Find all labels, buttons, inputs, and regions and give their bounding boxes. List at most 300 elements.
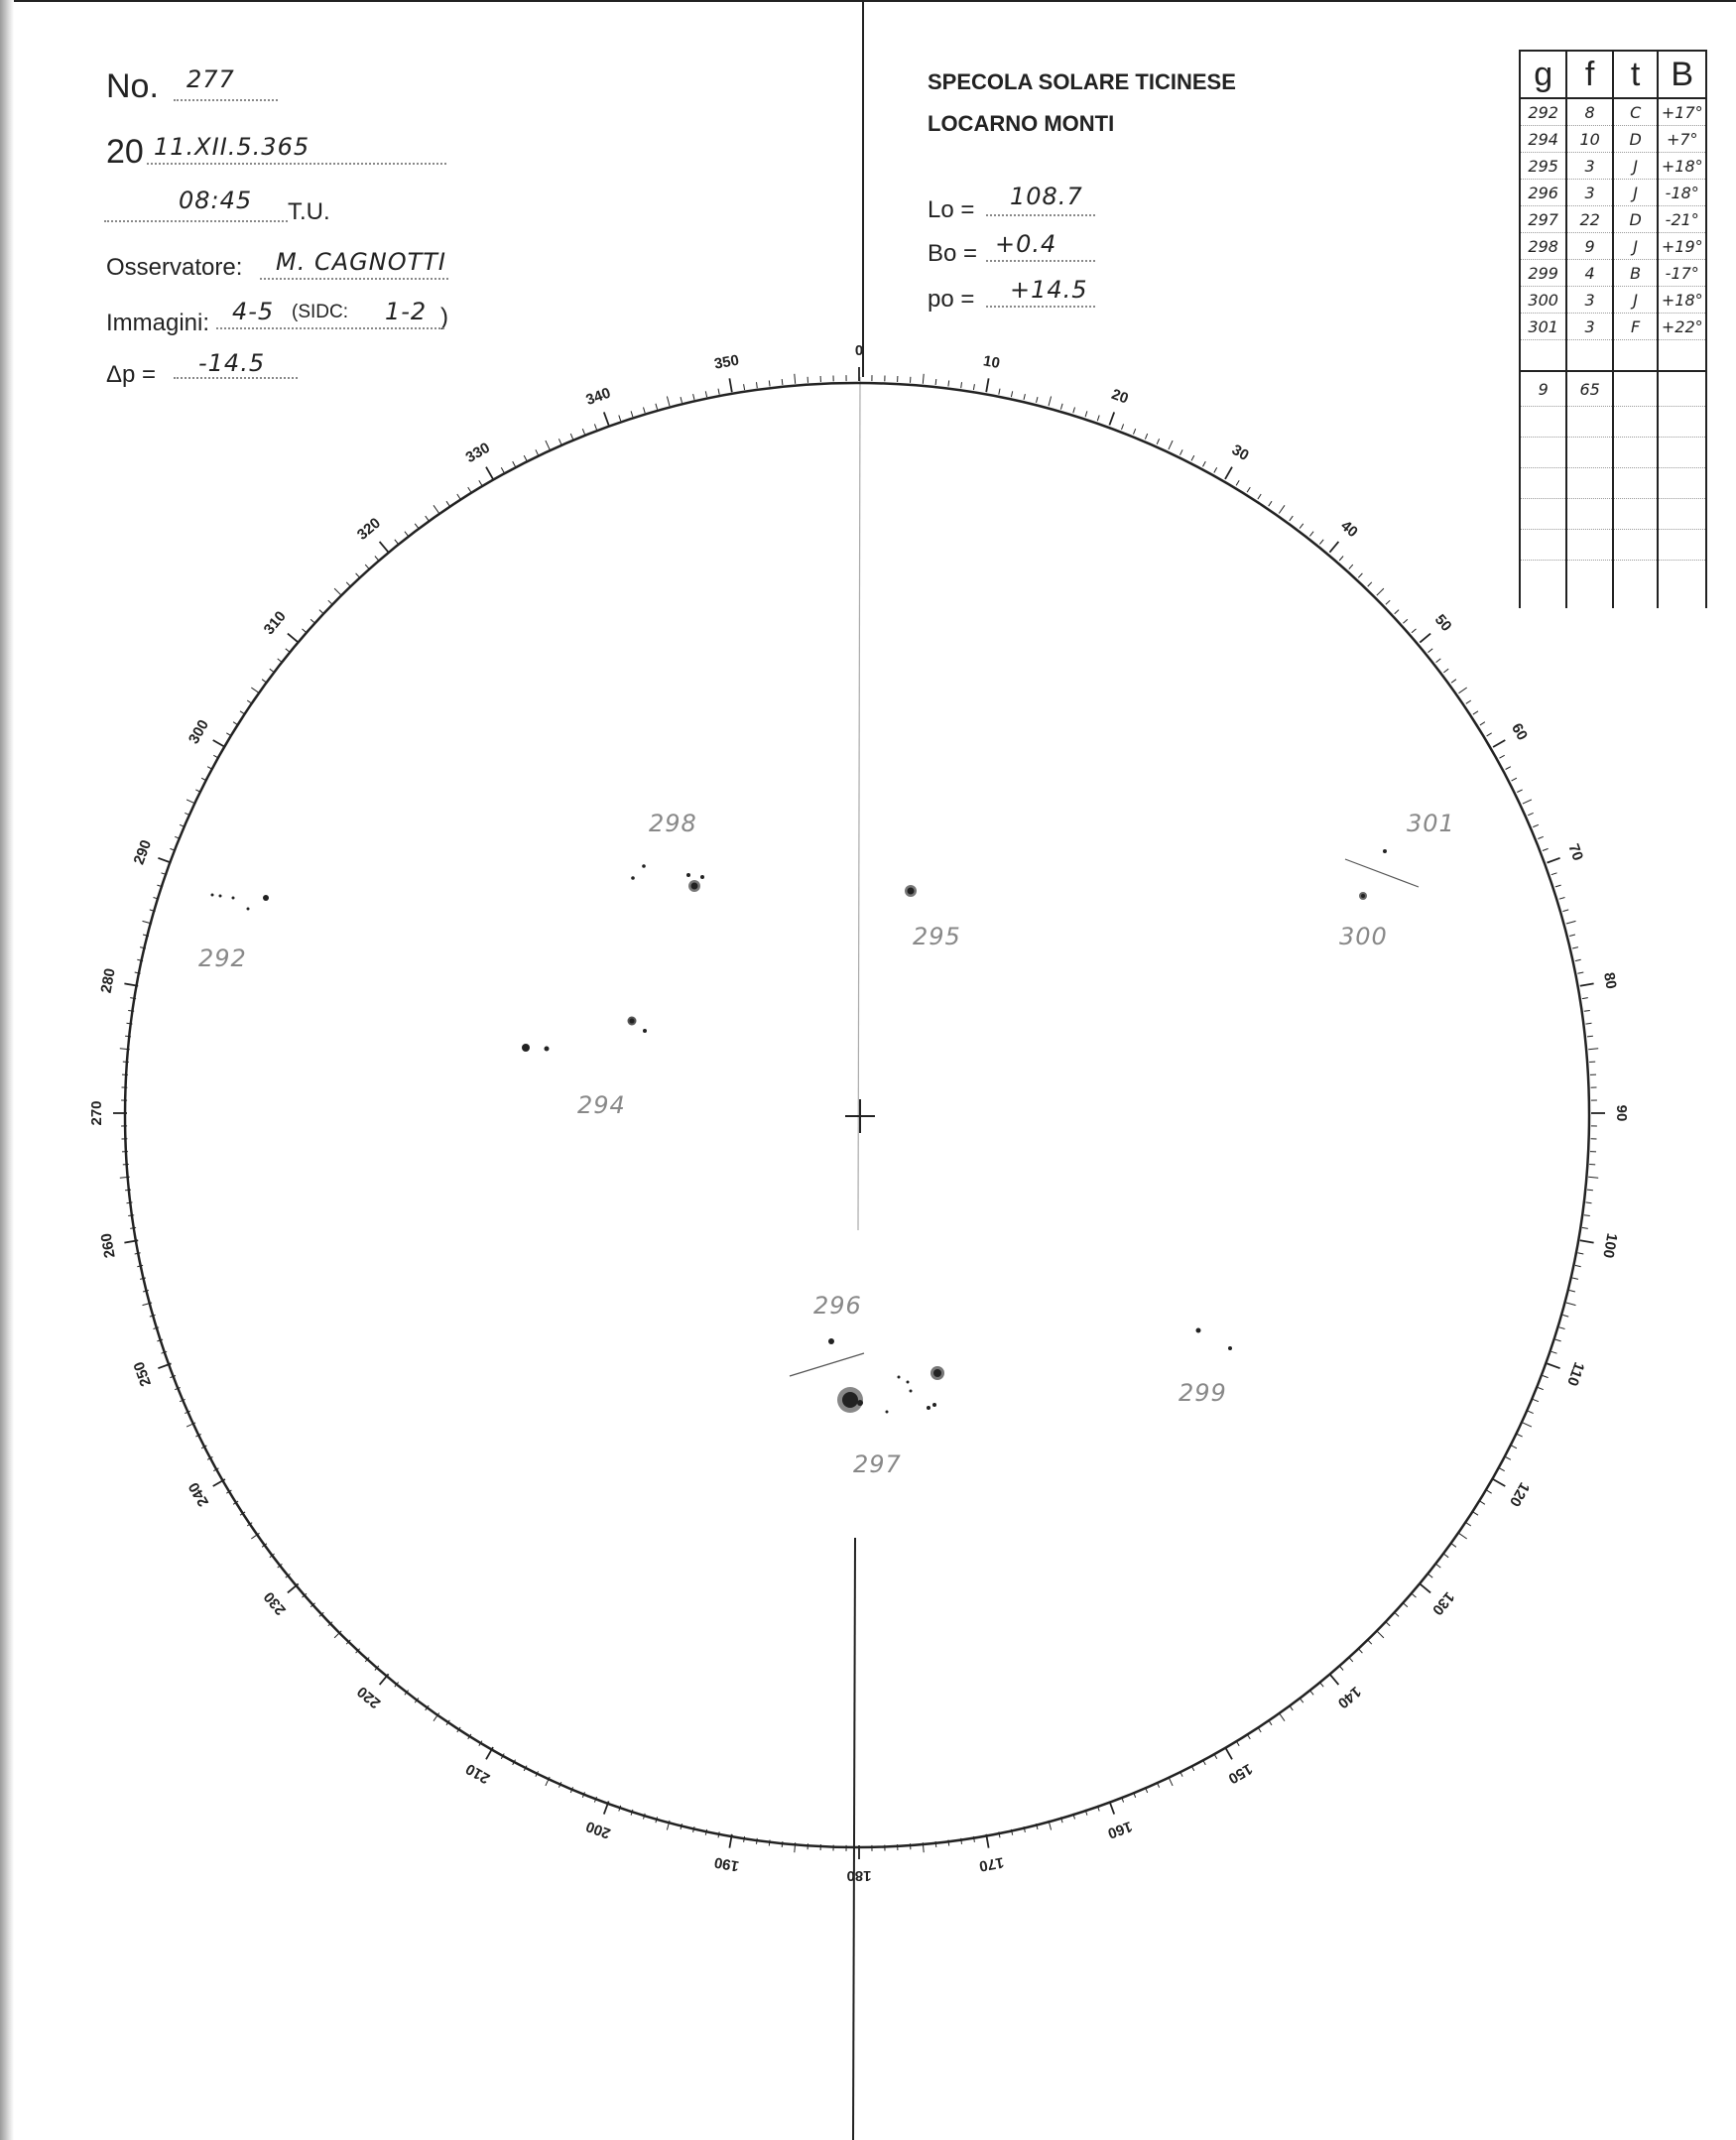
sunspot [630,1019,635,1024]
degree-tick [769,381,770,387]
table-cell: +17° [1658,98,1706,126]
table-cell: 3 [1566,180,1612,206]
degree-tick [1236,480,1239,485]
degree-tick [1319,540,1323,545]
degree-tick [582,429,584,435]
degree-tick [1548,1363,1560,1368]
degree-tick [1225,1747,1232,1759]
table-row [1520,180,1706,206]
table-row [1520,314,1706,340]
dotted-rule [147,163,446,165]
column-header-type: t [1613,51,1659,98]
table-cell: 292 [1520,98,1566,126]
table-cell: -17° [1658,260,1706,287]
degree-tick [1466,1523,1471,1526]
degree-tick [1543,1376,1549,1378]
total-groups: 9 [1520,371,1566,407]
degree-label: 150 [1225,1759,1256,1788]
table-cell: 297 [1520,206,1566,233]
degree-tick [1562,1315,1568,1317]
degree-tick [935,1841,936,1847]
degree-tick [356,573,360,577]
degree-tick [434,505,439,513]
table-cell: 299 [1520,260,1566,287]
degree-tick [270,669,275,673]
b0-value: +0.4 [995,230,1057,258]
table-cell [1613,371,1659,407]
degree-tick [1073,408,1075,414]
degree-tick [1011,391,1012,397]
degree-tick [130,1227,136,1228]
degree-tick [718,1831,719,1837]
table-row [1520,126,1706,153]
table-row-blank [1520,340,1706,372]
degree-tick [140,1278,146,1279]
degree-tick [782,379,783,385]
table-cell [1658,371,1706,407]
degree-tick [1451,1544,1456,1548]
dotted-rule [104,220,288,222]
sunspot [933,1369,941,1377]
degree-tick [1214,467,1217,472]
degree-tick [1157,439,1159,444]
degree-tick [1543,848,1549,850]
degree-label: 290 [130,837,156,867]
degree-label: 140 [1333,1683,1365,1712]
degree-tick [1403,619,1408,623]
degree-label: 260 [97,1231,119,1260]
degree-tick [935,379,936,385]
degree-label: 210 [462,1759,493,1788]
observer-label: Osservatore: [106,254,243,281]
degree-label: 10 [981,352,1002,372]
degree-tick [619,416,621,422]
degree-tick [681,397,682,403]
sunspot [1228,1346,1232,1350]
total-spots: 65 [1566,371,1612,407]
degree-tick [137,1265,143,1266]
degree-tick [644,408,646,414]
degree-tick [405,532,409,537]
table-cell: 8 [1566,98,1612,126]
degree-label: 190 [712,1853,741,1875]
group-label: 294 [577,1091,626,1119]
number-label: No. [106,67,159,105]
degree-tick [1191,455,1194,460]
degree-tick [1368,1640,1372,1644]
date-value: 11.XII.5.365 [154,133,310,161]
degree-tick [558,439,560,444]
degree-tick [1109,1802,1114,1815]
table-cell: 294 [1520,126,1566,153]
degree-tick [923,374,924,384]
sunspot [910,1390,913,1393]
degree-tick [1587,1036,1593,1037]
degree-tick [1085,411,1087,417]
degree-tick [782,1841,783,1847]
degree-tick [1395,610,1399,614]
degree-tick [1269,501,1272,506]
degree-tick [604,412,609,425]
group-label: 299 [1178,1379,1227,1407]
sunspot [908,888,915,895]
table-cell: 22 [1566,206,1612,233]
degree-tick [757,1838,758,1844]
degree-tick [1575,1265,1581,1266]
degree-tick [1551,1351,1557,1353]
degree-label: 320 [353,514,385,544]
degree-tick [948,381,949,387]
dotted-rule [986,306,1095,308]
sunspot [907,1381,910,1384]
degree-tick [1580,983,1594,985]
degree-label: 170 [977,1853,1006,1875]
group-label: 297 [853,1450,902,1478]
degree-tick [1412,1593,1417,1597]
degree-tick [1566,921,1576,924]
degree-tick [1466,700,1471,703]
degree-tick [1358,573,1362,577]
table-cell: B [1613,260,1659,287]
sunspot [211,894,214,897]
degree-tick [213,740,225,747]
degree-tick [328,600,332,604]
sunspot [1383,849,1387,853]
degree-tick [1586,1023,1592,1024]
degree-tick [1569,1291,1575,1293]
degree-tick [1443,669,1448,673]
degree-tick [426,516,430,521]
degree-tick [1386,1622,1390,1626]
b0-label: Bo = [928,240,978,267]
degree-tick [1512,1446,1517,1448]
degree-tick [288,634,299,643]
degree-label: 90 [1613,1104,1631,1122]
degree-tick [1145,434,1147,440]
degree-tick [286,649,291,653]
degree-tick [1559,1327,1565,1329]
table-row [1520,233,1706,260]
degree-tick [1443,1554,1448,1558]
observer-value: M. CAGNOTTI [276,248,446,276]
degree-tick [1279,1713,1285,1721]
degree-tick [1436,1564,1441,1568]
degree-tick [1247,487,1250,492]
sidc-label: (SIDC: [292,302,348,322]
degree-label: 100 [1599,1231,1621,1260]
degree-tick [693,1826,694,1832]
degree-label: 180 [846,1867,872,1885]
table-cell: F [1613,314,1659,340]
table-row [1520,287,1706,314]
degree-tick [1480,722,1485,725]
degree-tick [536,449,539,454]
degree-tick [656,404,658,410]
degree-tick [513,461,516,466]
observatory-name: SPECOLA SOLARE TICINESE [928,69,1236,94]
degree-tick [1582,1227,1588,1228]
table-cell: J [1613,287,1659,314]
table-cell: J [1613,153,1659,180]
degree-tick [1580,1240,1594,1242]
degree-tick [1459,1533,1467,1539]
degree-tick [1300,524,1303,529]
l0-label: Lo = [928,196,975,223]
degree-tick [570,434,572,440]
degree-label: 60 [1508,720,1532,744]
degree-tick [1451,680,1456,684]
table-cell: 296 [1520,180,1566,206]
degree-tick [1349,565,1353,569]
degree-tick [1588,1177,1598,1178]
degree-tick [973,384,974,390]
degree-tick [334,588,341,595]
degree-tick [1395,1612,1399,1616]
sunspot [691,883,698,890]
degree-tick [346,582,350,586]
degree-tick [1517,790,1522,793]
degree-tick [501,467,504,472]
time-unit-label: T.U. [288,198,330,225]
degree-tick [251,688,259,693]
degree-tick [1575,959,1581,960]
degree-tick [1403,1603,1408,1607]
sunspot [700,875,704,879]
degree-tick [769,1840,770,1846]
table-cell: +7° [1658,126,1706,153]
degree-tick [1060,404,1062,410]
degree-tick [278,659,283,663]
sunspot [686,873,690,877]
images-label: Immagini: [106,310,210,336]
degree-tick [1577,1253,1583,1254]
degree-tick [380,542,389,553]
degree-tick [375,557,379,562]
table-row [1520,206,1706,233]
degree-tick [1587,1190,1593,1191]
degree-tick [1258,494,1261,499]
degree-tick [1420,634,1430,643]
degree-tick [1500,1468,1505,1471]
degree-tick [1329,542,1338,553]
degree-label: 50 [1430,611,1455,635]
degree-label: 220 [353,1683,385,1712]
degree-tick [693,394,694,400]
degree-tick [718,389,719,395]
degree-label: 330 [462,439,493,467]
degree-tick [1555,1339,1561,1341]
dotted-rule [986,214,1095,216]
degree-tick [1358,1649,1362,1653]
table-row-blank [1520,438,1706,468]
degree-tick [1533,1399,1539,1401]
degree-label: 270 [87,1100,105,1126]
degree-tick [1122,424,1124,430]
table-cell: -18° [1658,180,1706,206]
degree-label: 230 [260,1587,290,1619]
degree-tick [1386,600,1390,604]
table-cell: -21° [1658,206,1706,233]
sunspot [828,1338,834,1344]
degree-tick [546,441,550,449]
dotted-rule [260,278,448,280]
l0-value: 108.7 [1010,183,1083,210]
degree-tick [1548,858,1560,863]
degree-tick [303,629,308,633]
degree-tick [1506,1457,1511,1460]
degree-tick [1528,813,1534,815]
degree-tick [479,480,482,485]
degree-label: 40 [1337,517,1361,542]
degree-tick [125,1036,131,1037]
sidc-value: 1-2 [385,298,428,325]
degree-tick [744,1836,745,1842]
dotted-rule [216,327,444,329]
degree-tick [319,610,323,614]
sunspot [932,1403,936,1407]
sunspot [545,1047,550,1052]
degree-tick [1319,1683,1323,1688]
degree-tick [1349,1657,1353,1662]
degree-tick [288,1583,299,1592]
table-cell: 3 [1566,153,1612,180]
table-row-blank [1520,530,1706,561]
degree-tick [1300,1698,1303,1702]
table-cell: D [1613,126,1659,153]
degree-tick [1506,767,1511,770]
degree-tick [1562,910,1568,912]
table-cell: +18° [1658,287,1706,314]
sunspot [1361,894,1365,898]
degree-tick [1339,557,1343,562]
table-cell: 295 [1520,153,1566,180]
degree-tick [986,378,988,392]
sunspot [522,1044,530,1052]
degree-tick [415,524,419,529]
dotted-rule [174,99,278,101]
degree-label: 0 [854,341,864,359]
group-separator-line [790,1353,864,1376]
table-row [1520,260,1706,287]
sunspot [631,876,635,880]
sunspot [642,864,646,868]
time-value: 08:45 [179,187,253,214]
degree-tick [1473,711,1478,714]
degree-tick [1569,935,1575,937]
degree-tick [1169,441,1173,449]
sunspot [886,1411,889,1414]
table-cell: +18° [1658,153,1706,180]
group-label: 298 [649,810,697,837]
dotted-rule [986,260,1095,262]
degree-tick [457,494,460,499]
table-cell: 10 [1566,126,1612,153]
degree-tick [744,384,745,390]
degree-tick [1517,1435,1522,1438]
degree-label: 280 [97,966,119,995]
table-row [1520,98,1706,126]
degree-tick [1024,394,1025,400]
degree-tick [446,501,449,506]
degree-tick [961,382,962,388]
degree-tick [795,374,796,384]
degree-label: 310 [260,607,290,639]
degree-tick [1577,972,1583,973]
table-cell: J [1613,180,1659,206]
number-value: 277 [186,65,235,93]
column-header-latitude: B [1658,51,1706,98]
table-total-row [1520,371,1706,407]
table-cell: +22° [1658,314,1706,340]
images-value: 4-5 [232,298,275,325]
sidc-close: ) [440,304,448,330]
delta-p-label: Δp = [106,361,157,388]
table-row-blank [1520,561,1706,609]
degree-tick [1412,629,1417,633]
group-label: 301 [1407,810,1455,837]
table-cell: C [1613,98,1659,126]
degree-tick [705,1829,706,1835]
degree-tick [1551,873,1557,875]
degree-tick [999,389,1000,395]
table-header-row [1520,51,1706,98]
degree-tick [1329,1674,1338,1685]
table-cell: 301 [1520,314,1566,340]
degree-tick [1459,688,1467,693]
degree-tick [1493,1479,1505,1486]
degree-tick [395,540,399,545]
degree-label: 240 [185,1479,213,1510]
column-header-groups: g [1520,51,1566,98]
degree-tick [1134,429,1136,435]
degree-label: 20 [1109,385,1131,408]
degree-tick [1473,1512,1478,1515]
table-cell: 300 [1520,287,1566,314]
degree-tick [1572,1278,1578,1279]
degree-label: 300 [185,716,213,747]
degree-label: 70 [1564,841,1587,863]
table-cell: 3 [1566,287,1612,314]
degree-tick [1428,649,1433,653]
degree-tick [1528,1411,1534,1413]
degree-label: 120 [1505,1479,1534,1510]
degree-label: 160 [1105,1817,1135,1842]
degree-tick [135,1253,141,1254]
sunspot [842,1392,858,1408]
delta-p-value: -14.5 [198,349,266,377]
degree-tick [705,391,706,397]
degree-tick [125,1190,131,1191]
degree-tick [1538,1388,1544,1390]
degree-tick [1487,1490,1492,1493]
sunspot [927,1406,930,1410]
group-separator-line [1345,859,1419,887]
degree-tick [128,1215,134,1216]
degree-tick [1487,733,1492,736]
degree-tick [1533,824,1539,826]
degree-label: 350 [712,351,741,373]
sunspot [263,895,269,901]
degree-tick [1538,836,1544,838]
degree-tick [1309,532,1313,537]
observatory-location: LOCARNO MONTI [928,111,1115,136]
degree-tick [1572,947,1578,948]
degree-tick [1559,898,1565,900]
degree-tick [1109,412,1114,425]
degree-label: 30 [1228,441,1252,464]
degree-tick [1037,397,1039,403]
degree-tick [1339,1666,1343,1671]
